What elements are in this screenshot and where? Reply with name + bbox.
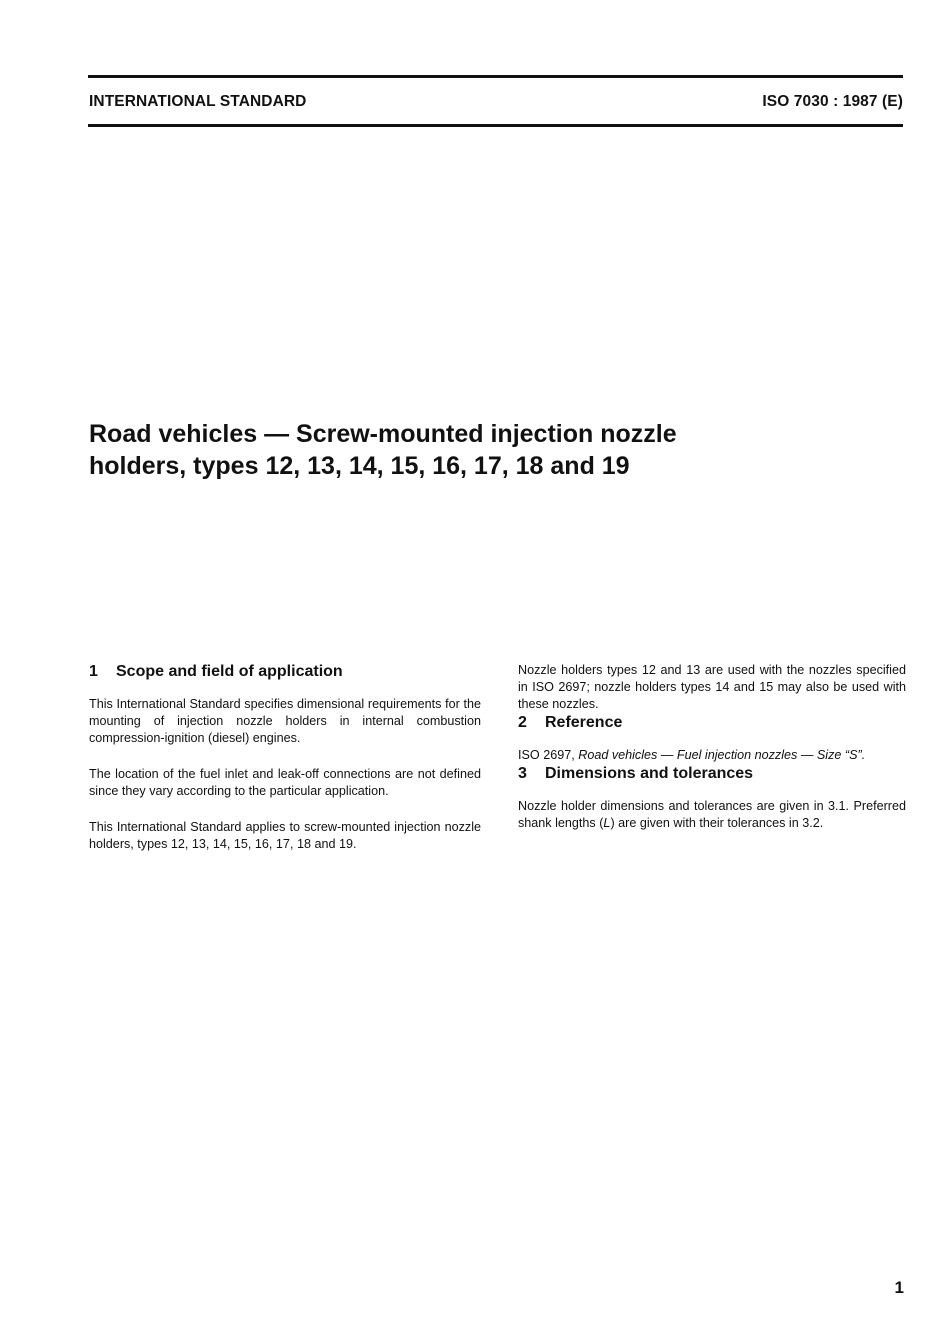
standard-number: ISO 7030 : 1987 (E) xyxy=(762,93,903,110)
header-bottom-rule xyxy=(88,124,903,127)
section-3-heading xyxy=(518,764,906,784)
shank-length-symbol: L xyxy=(603,816,611,830)
section-2-number: 2 xyxy=(518,714,527,731)
document-title-line-1: Road vehicles — Screw-mounted injection nozzle xyxy=(89,420,677,448)
scope-paragraph-4: Nozzle holders types 12 and 13 are used with the nozzles specified in ISO 2697; nozzle holders types 14 and 15 may also be used with these nozzles. xyxy=(518,663,906,711)
section-2-heading xyxy=(518,713,906,733)
section-2-title: Reference xyxy=(545,714,623,731)
header-top-rule xyxy=(88,75,903,78)
document-type-label: INTERNATIONAL STANDARD xyxy=(89,93,307,110)
document-title xyxy=(89,418,869,482)
reference-id: ISO 2697, xyxy=(518,748,575,762)
section-3-title: Dimensions and tolerances xyxy=(545,765,754,782)
dimensions-text-after: ) are given with their tolerances in 3.2. xyxy=(610,816,824,830)
document-title-line-2: holders, types 12, 13, 14, 15, 16, 17, 18 and 19 xyxy=(89,452,630,480)
left-column xyxy=(89,662,481,853)
dimensions-paragraph xyxy=(518,798,906,832)
scope-paragraph-1: This International Standard specifies dimensional requirements for the mounting of injection nozzle holders in internal combustion compression-ignition (diesel) engines. xyxy=(89,697,481,745)
dimensions-text-before: Nozzle holder dimensions and tolerances are given in 3.1. Preferred shank lengths ( xyxy=(518,799,906,830)
section-1-title: Scope and field of application xyxy=(116,663,343,680)
reference-entry xyxy=(518,747,906,764)
scope-paragraph-2: The location of the fuel inlet and leak-off connections are not defined since they vary according to the particular application. xyxy=(89,767,481,798)
right-column xyxy=(518,662,906,832)
section-1-heading xyxy=(89,662,481,682)
section-1-number: 1 xyxy=(89,663,98,680)
page-number: 1 xyxy=(894,1278,904,1297)
reference-title: Road vehicles — Fuel injection nozzles — Size “S”. xyxy=(578,748,866,762)
section-3-number: 3 xyxy=(518,765,527,782)
scope-paragraph-3: This International Standard applies to screw-mounted injection nozzle holders, types 12, 13, 14, 15, 16, 17, 18 and 19. xyxy=(89,820,481,851)
